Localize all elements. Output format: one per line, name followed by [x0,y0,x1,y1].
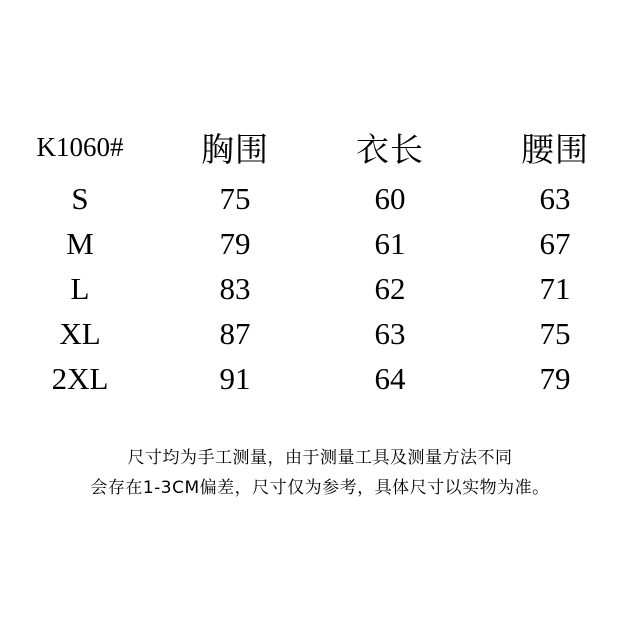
column-header-length: 衣长 [356,129,424,169]
size-label: L [70,270,90,306]
cell-length: 64 [374,360,406,396]
note-line-1: 尺寸均为手工测量，由于测量工具及测量方法不同 [127,448,513,468]
cell-waist: 67 [539,225,571,261]
cell-bust: 79 [219,225,251,261]
cell-bust: 91 [219,360,251,396]
table-row [0,266,640,311]
cell-bust: 75 [219,180,251,216]
table-row [0,176,640,221]
product-code: K1060# [36,131,124,162]
cell-waist: 79 [539,360,571,396]
size-label: S [71,180,89,216]
column-header-waist: 腰围 [521,129,589,169]
cell-length: 61 [374,225,406,261]
table-row [0,221,640,266]
table-row [0,311,640,356]
cell-bust: 83 [219,270,251,306]
measurement-notes [0,443,640,503]
size-label: 2XL [51,360,109,396]
cell-bust: 87 [219,315,251,351]
cell-waist: 75 [539,315,571,351]
cell-length: 60 [374,180,406,216]
size-label: XL [59,315,101,351]
size-label: M [66,225,94,261]
size-chart-table [0,118,640,401]
cell-length: 62 [374,270,406,306]
column-header-bust: 胸围 [201,129,269,169]
table-row [0,356,640,401]
cell-length: 63 [374,315,406,351]
cell-waist: 71 [539,270,571,306]
note-line-2: 会存在1-3CM偏差，尺寸仅为参考，具体尺寸以实物为准。 [90,478,550,498]
cell-waist: 63 [539,180,571,216]
table-header-row [0,118,640,176]
